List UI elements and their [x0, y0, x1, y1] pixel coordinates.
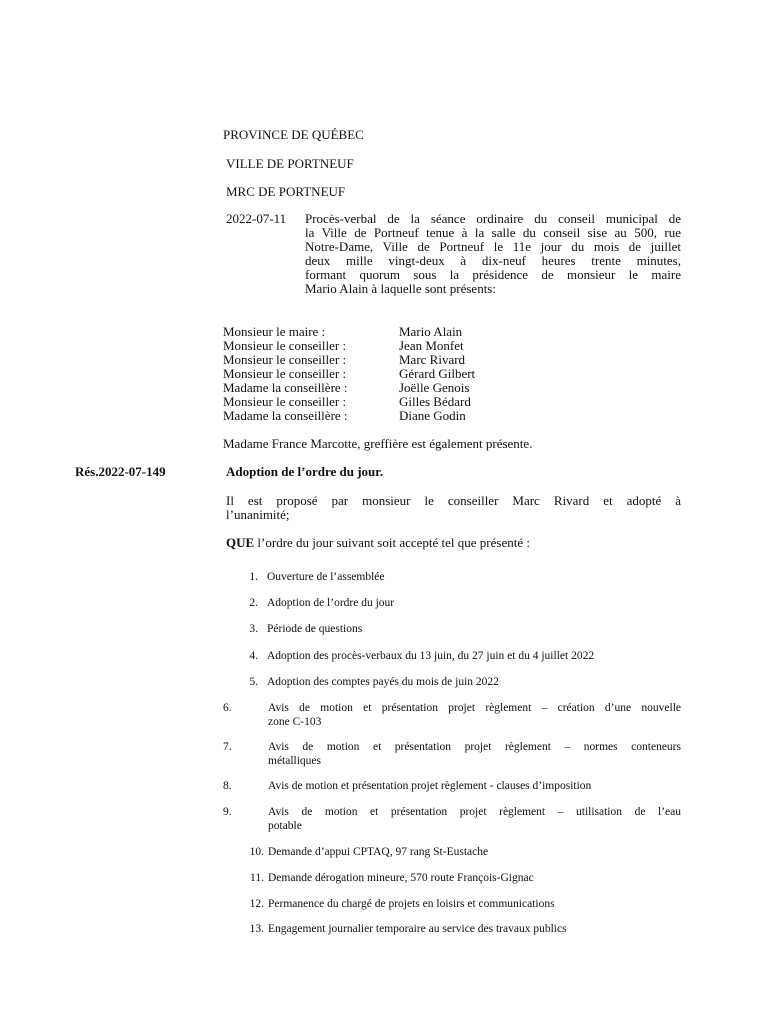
que-statement — [226, 536, 530, 550]
agenda-item-text: Demande d’appui CPTAQ, 97 rang St-Eustache — [268, 846, 489, 858]
attendee-name: Diane Godin — [399, 408, 466, 423]
preamble-line: Procès-verbal de la séance ordinaire du conseil municipal de — [305, 211, 681, 226]
agenda-item-number: 12. — [249, 898, 264, 910]
agenda-item-text: Ouverture de l’assemblée — [267, 571, 385, 583]
agenda-item-text: Adoption de l’ordre du jour — [267, 597, 395, 609]
agenda-item-text: Permanence du chargé de projets en loisirs et communications — [268, 898, 555, 910]
agenda-item-text: zone C-103 — [268, 716, 322, 728]
attendee-role: Madame la conseillère : — [223, 408, 348, 423]
que-text: l’ordre du jour suivant soit accepté tel que présenté : — [254, 535, 530, 550]
attendee-name: Marc Rivard — [399, 352, 466, 367]
agenda-item-text: Demande dérogation mineure, 570 route François-Gignac — [268, 872, 534, 884]
agenda-item-text: potable — [268, 820, 302, 832]
agenda-item-number: 1. — [249, 571, 258, 583]
attendee-role: Monsieur le conseiller : — [223, 338, 347, 353]
agenda-item-number: 8. — [223, 780, 232, 792]
agenda-item-number: 6. — [223, 702, 232, 714]
attendee-name: Gilles Bédard — [399, 394, 471, 409]
attendee-role: Madame la conseillère : — [223, 380, 348, 395]
preamble-line: la Ville de Portneuf tenue à la salle du conseil sise au 500, rue — [305, 225, 681, 240]
header-ville: VILLE DE PORTNEUF — [226, 156, 354, 171]
agenda-item-text: Adoption des procès-verbaux du 13 juin, du 27 juin et du 4 juillet 2022 — [267, 650, 595, 662]
proposal-line: Il est proposé par monsieur le conseiller Marc Rivard et adopté à — [226, 493, 681, 508]
preamble-line: formant quorum sous la présidence de monsieur le maire — [305, 267, 681, 282]
meeting-date: 2022-07-11 — [226, 211, 287, 226]
header-mrc: MRC DE PORTNEUF — [226, 184, 346, 199]
agenda-item-number: 11. — [250, 872, 264, 884]
agenda-item-text: Avis de motion et présentation projet règlement – utilisation de l’eau — [268, 806, 681, 818]
agenda-item-number: 4. — [249, 650, 258, 662]
attendee-name: Jean Monfet — [399, 338, 464, 353]
agenda-item-text: Engagement journalier temporaire au service des travaux publics — [268, 923, 567, 935]
attendee-name: Gérard Gilbert — [399, 366, 476, 381]
agenda-item-number: 2. — [249, 597, 258, 609]
agenda-item-text: Avis de motion et présentation projet règlement – normes conteneurs — [268, 741, 681, 753]
resolution-title: Adoption de l’ordre du jour. — [226, 464, 384, 479]
attendee-name: Mario Alain — [399, 324, 463, 339]
agenda-item-text: métalliques — [268, 755, 322, 767]
attendee-role: Monsieur le conseiller : — [223, 394, 347, 409]
clerk-note: Madame France Marcotte, greffière est également présente. — [223, 436, 533, 451]
agenda-item-number: 3. — [249, 623, 258, 635]
proposal-line: l’unanimité; — [226, 507, 290, 522]
preamble-line: Mario Alain à laquelle sont présents: — [305, 281, 496, 296]
preamble-line: deux mille vingt-deux à dix-neuf heures trente minutes, — [305, 253, 681, 268]
agenda-item-number: 13. — [249, 923, 264, 935]
agenda-item-text: Avis de motion et présentation projet règlement – création d’une nouvelle — [268, 702, 681, 714]
agenda-item-text: Période de questions — [267, 623, 363, 635]
attendee-role: Monsieur le maire : — [223, 324, 326, 339]
resolution-number: Rés.2022-07-149 — [75, 464, 166, 479]
agenda-item-number: 5. — [249, 676, 258, 688]
attendee-role: Monsieur le conseiller : — [223, 366, 347, 381]
agenda-item-number: 7. — [223, 741, 232, 753]
que-keyword: QUE — [226, 535, 255, 550]
header-province: PROVINCE DE QUÉBEC — [223, 127, 364, 142]
agenda-item-number: 9. — [223, 806, 232, 818]
agenda-item-number: 10. — [249, 846, 264, 858]
agenda-item-text: Avis de motion et présentation projet règlement - clauses d’imposition — [268, 780, 592, 792]
agenda-item-text: Adoption des comptes payés du mois de juin 2022 — [267, 676, 499, 688]
attendee-name: Joëlle Genois — [399, 380, 470, 395]
attendee-role: Monsieur le conseiller : — [223, 352, 347, 367]
preamble-line: Notre-Dame, Ville de Portneuf le 11e jour du mois de juillet — [305, 239, 681, 254]
